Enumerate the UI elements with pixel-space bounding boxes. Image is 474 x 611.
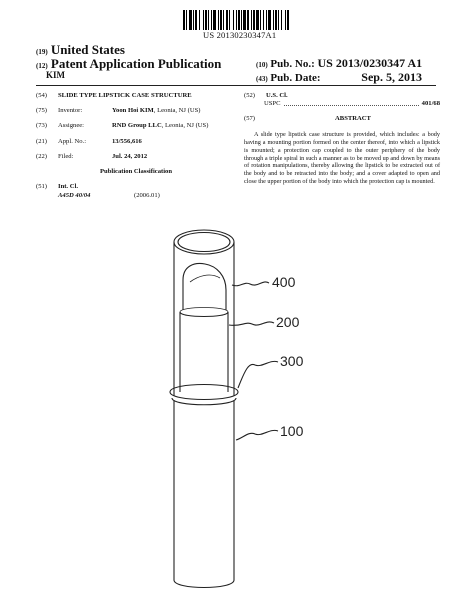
barcode-number: US 20130230347A1 bbox=[203, 30, 277, 40]
cover-top-rim-inner bbox=[178, 233, 230, 252]
pubdate-label: Pub. Date: bbox=[270, 72, 321, 84]
filed-label: Filed: bbox=[58, 152, 74, 160]
protection-cap-top-back bbox=[180, 308, 228, 313]
leader-400 bbox=[232, 282, 269, 286]
inventor-name: Yoon Hoi KIM bbox=[112, 107, 154, 115]
intcl-tag: (51) bbox=[36, 183, 47, 191]
filed-tag: (22) bbox=[36, 152, 47, 160]
publication-type: Patent Application Publication bbox=[50, 56, 222, 71]
label-200: 200 bbox=[276, 314, 300, 330]
pubno-value: US 2013/0230347 A1 bbox=[317, 56, 423, 70]
inventor-location: , Leonia, NJ (US) bbox=[153, 107, 201, 115]
inventor-label: Inventor: bbox=[58, 107, 83, 115]
abstract-heading: ABSTRACT bbox=[335, 115, 371, 123]
filed-date: Jul. 24, 2012 bbox=[112, 152, 148, 160]
uscl-tag: (52) bbox=[244, 92, 255, 99]
appl-label: Appl. No.: bbox=[58, 137, 87, 145]
pubno-tag: (10) bbox=[256, 61, 268, 69]
cover-top-rim-outer bbox=[174, 230, 234, 254]
assignee-tag: (73) bbox=[36, 122, 47, 130]
label-400: 400 bbox=[272, 274, 296, 290]
leader-200 bbox=[229, 322, 274, 325]
pubtype-tag: (12) bbox=[36, 62, 48, 70]
intcl-date: (2006.01) bbox=[134, 191, 160, 199]
appl-tag: (21) bbox=[36, 137, 47, 145]
country-tag: (19) bbox=[36, 48, 48, 56]
intcl-code: A45D 40/04 bbox=[58, 191, 91, 199]
label-300: 300 bbox=[280, 353, 304, 369]
leader-300 bbox=[238, 361, 278, 388]
assignee-label: Assignee: bbox=[58, 122, 85, 130]
title-tag: (54) bbox=[36, 92, 47, 99]
leader-100 bbox=[236, 430, 278, 440]
intcl-label: Int. Cl. bbox=[58, 183, 78, 191]
protection-cap-top-edge bbox=[180, 312, 228, 317]
country: United States bbox=[50, 42, 125, 57]
uspc-value: 401/68 bbox=[421, 100, 440, 108]
uscl-label: U.S. Cl. bbox=[266, 92, 288, 99]
pubdate-value: Sep. 5, 2013 bbox=[361, 70, 422, 84]
inventor-surname: KIM bbox=[46, 70, 65, 80]
pubdate-tag: (43) bbox=[256, 75, 268, 83]
label-100: 100 bbox=[280, 423, 304, 439]
assignee-name: RND Group LLC bbox=[112, 122, 162, 130]
pubno-label: Pub. No.: bbox=[270, 58, 315, 70]
abstract-text: A slide type lipstick case structure is provided, which includes: a body having a mounting portion formed on the center thereof, into which a lipstick is mounted; a protection cap coupled to the outer periphery of the body through a triple spiral in such a manner as to be moved up and down by means of rotation manipulations, thereby allowing the lipstick to be extracted out of the body and to be retracted into the body; and a cover adapted to open and close the upper portion of the body into which the protection cap is mounted. bbox=[244, 130, 440, 186]
assignee-location: , Leonia, NJ (US) bbox=[161, 122, 209, 130]
lipstick-tip-highlight bbox=[190, 275, 220, 282]
appl-number: 13/556,616 bbox=[112, 137, 142, 145]
uspc-label: USPC bbox=[264, 100, 281, 108]
abstract-tag: (57) bbox=[244, 115, 255, 123]
inventor-tag: (75) bbox=[36, 107, 47, 115]
lipstick-tip bbox=[183, 264, 226, 310]
body-bottom bbox=[174, 580, 234, 588]
invention-title: SLIDE TYPE LIPSTICK CASE STRUCTURE bbox=[58, 92, 192, 99]
classification-heading: Publication Classification bbox=[100, 168, 172, 176]
